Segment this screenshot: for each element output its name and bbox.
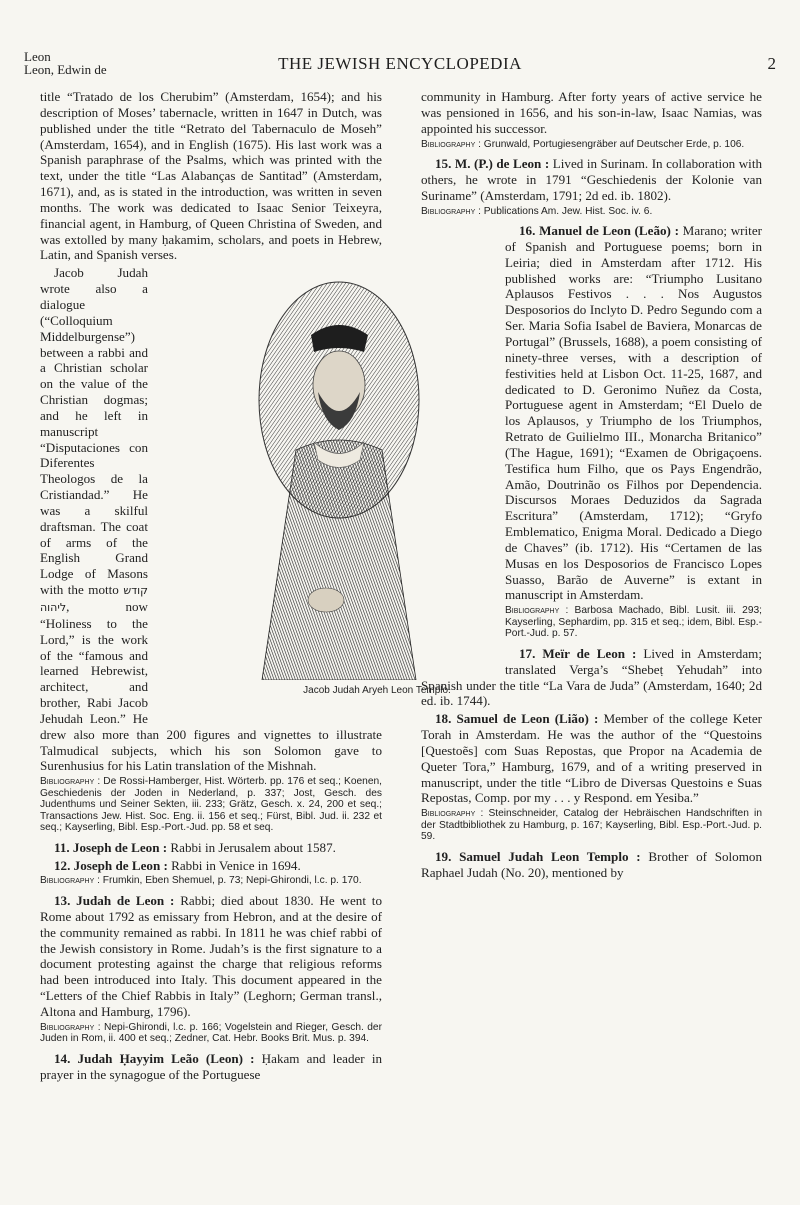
right-column [421, 89, 762, 882]
portrait-space [421, 223, 505, 669]
entry-13: 13. Judah de Leon : Rabbi; died about 1830. He went to Rome about 1792 as emissary from Hebron, and at the desire of the community remained as rabbi. In 1811 he was chief rabbi of the Jewish consistory in Rome. Judah’s is the first signature to a document protesting against the charge that religious reforms had been introduced into Italy. This document appeared in the “Letters of the Chief Rabbis in Italy” (Leghorn; German transl., Altona and Hamburg, 1796). [40, 892, 382, 1019]
paragraph: title “Tratado de los Cherubim” (Amsterdam, 1654); and his description of Moses’ tabernacle, written in 1647 in Dutch, was published under the title “Retrato del Tabernaculo de Moseh” (Amsterdam, 1654), and in English (1675). His last work was a Spanish paraphrase of the Psalms, which was printed with the text, under the title “Las Alabanças de Santitad” (Amsterdam, 1671), and, as is stated in the introduction, was written in seven months. The work was dedicated to Isaac Senior Teixeyra, financial agent, in Hamburg, of Queen Christina of Sweden, and was extolled by many ḥakamim, scholars, and poets in Hebrew, Latin, and Spanish verses. [40, 89, 382, 263]
bibliography: Bibliography : Publications Am. Jew. Hist. Soc. iv. 6. [421, 205, 653, 217]
entry-19: 19. Samuel Judah Leon Templo : Brother of Solomon Raphael Judah (No. 20), mentioned by [421, 848, 763, 880]
running-header [0, 0, 800, 80]
entry-17: 17. Meïr de Leon : Lived in Amsterdam; translated Verga’s “Shebeṭ Yehudah” into Spanish under the title “La Vara de Juda” (Amsterdam, 1640; 2d ed. ib. 1744). [421, 645, 762, 709]
entry-14: 14. Judah Ḥayyim Leão (Leon) : Ḥakam and leader in prayer in the synagogue of the Portuguese [40, 1050, 382, 1082]
entry-end: Leon, Edwin de [24, 62, 107, 77]
entry-16: 16. Manuel de Leon (Leão) : Marano; writer of Spanish and Portuguese poems; born in Leiria; died in Amsterdam after 1712. His published works are: “Triumpho Lusitano Aplausos Festivos . . . Nos Augustos Desposorios do Inclyto D. Pedro Segundo com a Ser. Maria Sofia Isabel de Baviera, Monarcas de Portugal” (Brussels, 1688), a poem consisting of ninety-three verses, with a description of festivities held at Lisbon Oct. 11-25, 1687, and dedicated to D. Geronimo Nuñez da Costa, Portuguese agent in Amsterdam; “El Duelo de los Aplausos, y Triumpho de los Triumphos, Retrato de Guilielmo III., Monarcha Britanico” (The Hague, 1691); “Examen de Obrigaçoens. Testifica hum Filho, que os Pays Engendrão, Amão, Doutrinão os Filhos por Dependencia. Discursos Moraes Deduzidos da Sagrada Escritura” (Amsterdam, 1712); “Gryfo Emblematico, Enigma Moral. Dedicado a Diego de Chaves” (ib. 1712). His “Certamen de las Musas en los Desposorios de Francisco Lopes Suasso, Barão de Auverne” is extant in manuscript in Amsterdam. [505, 223, 762, 603]
portrait-engraving [256, 280, 422, 680]
bibliography: Bibliography : Nepi-Ghirondi, l.c. p. 166; Vogelstein and Rieger, Gesch. der Juden in Rom, ii. 400 et seq.; Zedner, Cat. Hebr. Books Brit. Mus. p. 394. [40, 1021, 382, 1045]
bibliography: Bibliography : De Rossi-Hamberger, Hist. Wörterb. pp. 176 et seq.; Koenen, Geschiedenis der Joden in Nederland, p. 337; Jost, Gesch. des Judenthums und Seiner Sekten, iii. 233; Grätz, Gesch. x. 24, 200 et seq.; Transactions Jew. Hist. Soc. Eng. ii. 156 et seq.; Fürst, Bibl. Jud. ii. 232 et seq.; Kayserling, Bibl. Esp.-Port.-Jud. pp. 58 et seq. [40, 776, 382, 834]
entry-18: 18. Samuel de Leon (Lião) : Member of the college Keter Torah in Amsterdam. He was the author of the “Questoins [Questoẽs] com Suas Repostas, que Propor na Academia de Queter Tora,” Hamburg, 1679, and of a writing preserved in manuscript, under the title “Libro de Diversas Questoins e Suas Repostas, Comp. por my . . . y Respond. em Yesiba.” [421, 711, 762, 806]
bibliography: Bibliography : Barbosa Machado, Bibl. Lusit. iii. 293; Kayserling, Sephardim, pp. 315 et seq.; idem, Bibl. Esp.-Port.-Jud. p. 57. [505, 605, 762, 640]
page-number: 2 [767, 54, 776, 73]
bibliography: Bibliography : Frumkin, Eben Shemuel, p. 73; Nepi-Ghirondi, l.c. p. 170. [40, 875, 362, 887]
entry-12: 12. Joseph de Leon : Rabbi in Venice in 1694. [54, 857, 301, 873]
page-title: THE JEWISH ENCYCLOPEDIA [278, 54, 522, 73]
hebrew-motto: קודש ליהוה [40, 584, 148, 614]
entry-start: Leon [24, 49, 51, 64]
entry-15: 15. M. (P.) de Leon : Lived in Surinam. In collaboration with others, he wrote in 1791 “Geschiedenis der Kolonie van Suriname” (Amsterdam, 1791; 2d ed. ib. 1802). [421, 156, 763, 203]
bibliography: Bibliography : Steinschneider, Catalog der Hebräischen Handschriften in der Stadtbibliothek zu Hamburg, p. 167; Kayserling, Bibl. Esp.-Port.-Jud. p. 59. [421, 808, 762, 843]
portrait-caption: Jacob Judah Aryeh Leon Templo. [303, 685, 451, 696]
bibliography: Bibliography : Grunwald, Portugiesengräber auf Deutscher Erde, p. 106. [421, 138, 745, 150]
paragraph: community in Hamburg. After forty years of active service he was pensioned in 1656, and his son-in-law, Isaac Namias, was appointed his successor. [421, 89, 762, 136]
paragraph: Jacob Judah wrote also a dialogue (“Colloquium Middelburgense”) between a rabbi and a Christian scholar on the value of the Christian dogmas; and he left in manuscript “Disputaciones con Diferentes Theologos de la Cristiandad.” He was a skilful draftsman. The coat of arms of the English Grand Lodge of Masons with the motto קודש ליהוה, now “Holiness to the Lord,” is the work of the “famous and learned Hebrewist, architect, and brother, Rabi Jacob Jehudah Leon.” He drew also more than 200 figures and vignettes to illustrate Talmudical subjects, which his son Solomon gave to Surenhusius for his Latin translation of the Mishnah. [40, 265, 382, 774]
entry-11: 11. Joseph de Leon : Rabbi in Jerusalem about 1587. [54, 839, 336, 855]
